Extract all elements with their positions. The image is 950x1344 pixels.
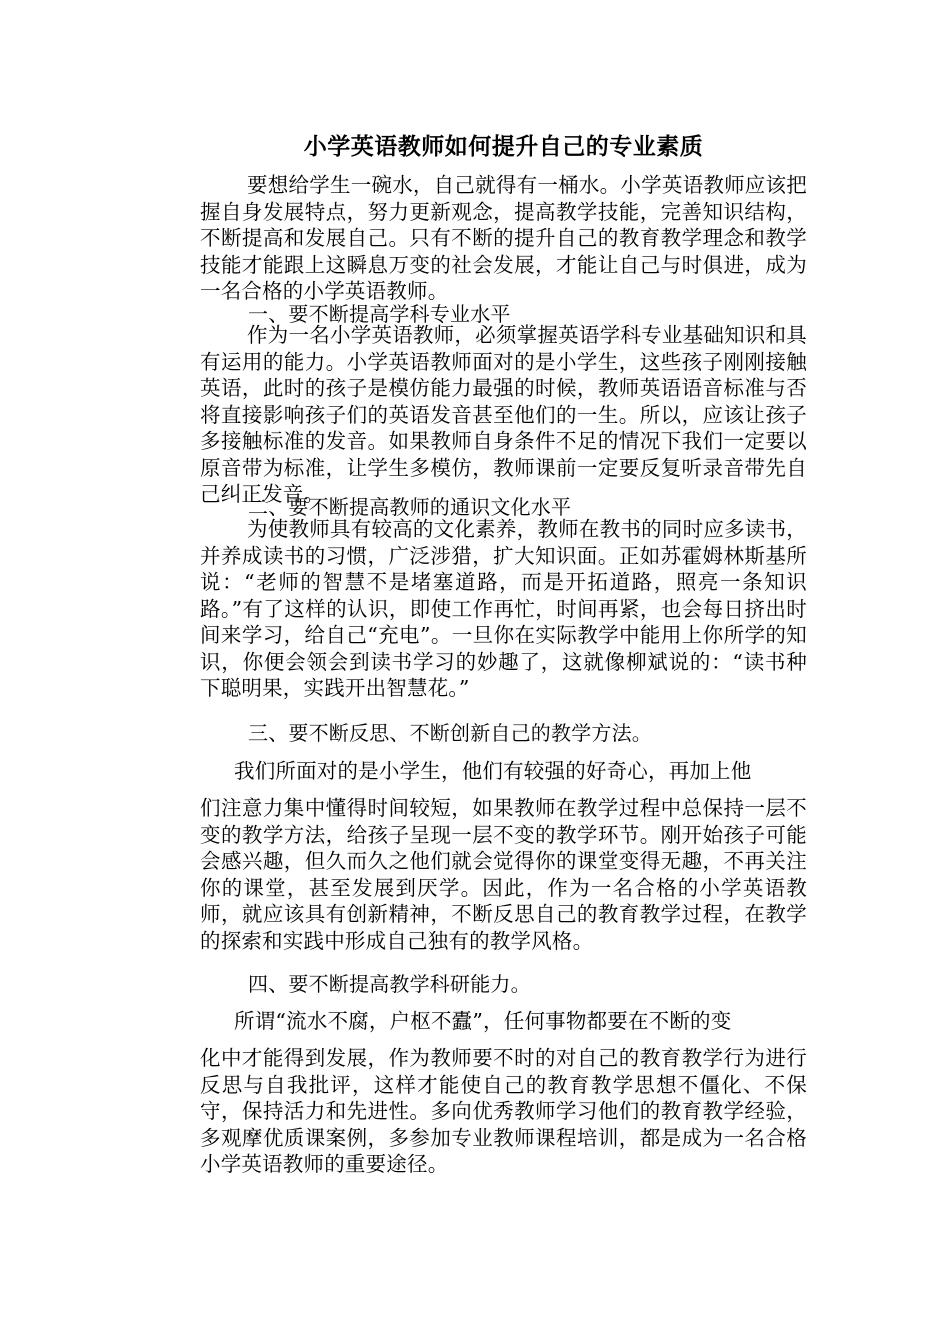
section-3-heading: 三、要不断反思、不断创新自己的教学方法。: [248, 721, 652, 745]
section-4-heading: 四、要不断提高教学科研能力。: [248, 972, 531, 996]
section-4-first-line: 所谓“流水不腐，户枢不蠹”，任何事物都要在不断的变: [234, 1009, 732, 1033]
section-1-paragraph: 作为一名小学英语教师，必须掌握英语学科专业基础知识和具有运用的能力。小学英语教师面对的是小学生，这些孩子刚刚接触英语，此时的孩子是模仿能力最强的时候，教师英语语音标准与否将直接影响孩子们的英语发音甚至他们的一生。所以，应该让孩子多接触标准的发音。如果教师自身条件不足的情况下我们一定要以原音带为标准，让学生多模仿，教师课前一定要反复听录音带先自己纠正发音。: [200, 323, 807, 506]
section-3-first-line: 我们所面对的是小学生，他们有较强的好奇心，再加上他: [234, 759, 752, 783]
document-title: 小学英语教师如何提升自己的专业素质: [303, 133, 704, 160]
section-3-paragraph: 们注意力集中懂得时间较短，如果教师在教学过程中总保持一层不变的教学方法，给孩子呈现一层不变的教学环节。刚开始孩子可能会感兴趣，但久而久之他们就会觉得你的课堂变得无趣，不再关注你的课堂，甚至发展到厌学。因此，作为一名合格的小学英语教师，就应该具有创新精神，不断反思自己的教育教学过程，在教学的探索和实践中形成自己独有的教学风格。: [200, 796, 807, 953]
intro-paragraph: 要想给学生一碗水，自己就得有一桶水。小学英语教师应该把握自身发展特点，努力更新观念，提高教学技能，完善知识结构，不断提高和发展自己。只有不断的提升自己的教育教学理念和教学技能才能跟上这瞬息万变的社会发展，才能让自己与时俱进，成为一名合格的小学英语教师。: [200, 173, 807, 303]
section-1-heading: 一、要不断提高学科专业水平: [248, 302, 511, 326]
section-2-heading: 二、要不断提高教师的通识文化水平: [248, 495, 572, 519]
section-2-paragraph: 为使教师具有较高的文化素养，教师在教书的同时应多读书，并养成读书的习惯，广泛涉猎，扩大知识面。正如苏霍姆林斯基所说：“老师的智慧不是堵塞道路，而是开拓道路，照亮一条知识路。”有了这样的认识，即使工作再忙，时间再紧，也会每日挤出时间来学习，给自己“充电”。一旦你在实际教学中能用上你所学的知识，你便会领会到读书学习的妙趣了，这就像柳斌说的：“读书种下聪明果，实践开出智慧花。”: [200, 517, 807, 700]
section-4-paragraph: 化中才能得到发展，作为教师要不时的对自己的教育教学行为进行反思与自我批评，这样才能使自己的教育教学思想不僵化、不保守，保持活力和先进性。多向优秀教师学习他们的教育教学经验，多观摩优质课案例，多参加专业教师课程培训，都是成为一名合格小学英语教师的重要途径。: [200, 1046, 807, 1176]
